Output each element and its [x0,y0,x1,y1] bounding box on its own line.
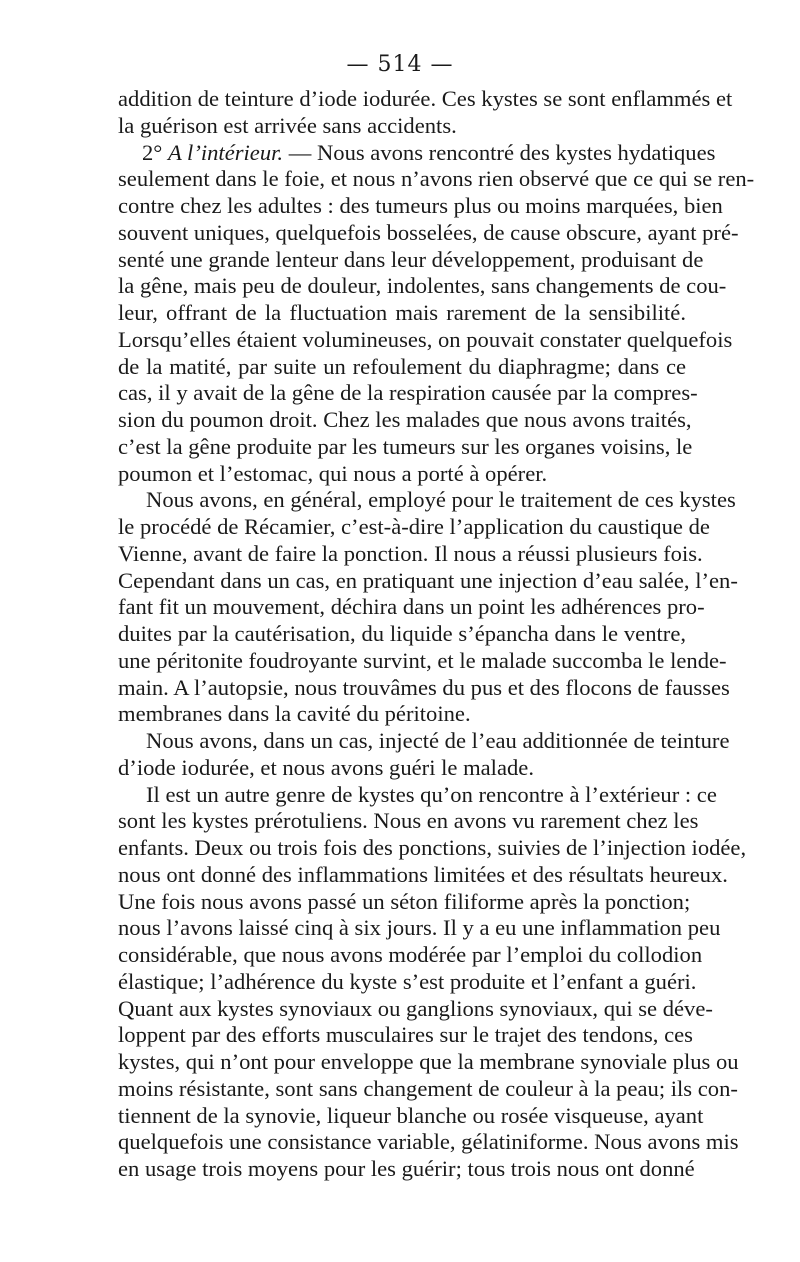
section-heading: A l’intérieur. [168,139,284,165]
text-line: kystes, qui n’ont pour enveloppe que la membrane synoviale plus ou [118,1049,739,1074]
text-line: une péritonite foudroyante survint, et le malade succomba le lende- [118,647,727,673]
text-line: main. A l’autopsie, nous trouvâmes du pus et des flocons de fausses [118,674,730,700]
text-line: Lorsqu’elles étaient volumineuses, on pouvait constater quelquefois [118,326,733,352]
text-line: nous l’avons laissé cinq à six jours. Il y a eu une inflammation peu [118,915,721,941]
text-line: contre chez les adultes : des tumeurs plus ou moins marquées, bien [118,193,723,218]
text-line: nous ont donné des inflammations limitées et des résultats heureux. [118,861,728,887]
text-line: Vienne, avant de faire la ponction. Il nous a réussi plusieurs fois. [118,540,703,566]
text-line: c’est la gêne produite par les tumeurs sur les organes voisins, le [118,433,693,459]
section-heading-line [118,139,716,167]
text-line: en usage trois moyens pour les guérir; tous trois nous ont donné [118,1156,695,1181]
text-line: enfants. Deux ou trois fois des ponctions, suivies de l’injection iodée, [118,835,747,860]
text-line: addition de teinture d’iode iodurée. Ces kystes se sont enflammés et [118,86,733,111]
text-line: loppent par des efforts musculaires sur le trajet des tendons, ces [118,1022,693,1048]
text-line: poumon et l’estomac, qui nous a porté à opérer. [118,460,548,486]
text-line-rest: — Nous avons rencontré des kystes hydatiques [288,139,716,165]
text-line: Quant aux kystes synoviaux ou ganglions synoviaux, qui se déve- [118,995,713,1021]
text-line: duites par la cautérisation, du liquide s’épancha dans le ventre, [118,621,686,646]
text-line: Cependant dans un cas, en pratiquant une injection d’eau salée, l’en- [118,567,738,593]
text-line: senté une grande lenteur dans leur développement, produisant de [118,246,704,272]
text-line: leur, offrant de la fluctuation mais rarement de la sensibilité. [118,300,686,325]
text-line: cas, il y avait de la gêne de la respiration causée par la compres- [118,380,698,406]
text-line: Une fois nous avons passé un séton filiforme après la ponction; [118,888,691,914]
text-line: d’iode iodurée, et nous avons guéri le malade. [118,754,534,780]
text-line: sion du poumon droit. Chez les malades que nous avons traités, [118,407,692,432]
body-text [118,86,755,1183]
text-line: souvent uniques, quelquefois bosselées, de cause obscure, ayant pré- [118,219,739,245]
section-number: 2° [142,139,163,165]
page-number: — 514 — [346,52,454,77]
text-line: Il est un autre genre de kystes qu’on rencontre à l’extérieur : ce [146,781,717,807]
text-line: la guérison est arrivée sans accidents. [118,112,457,138]
text-line: élastique; l’adhérence du kyste s’est produite et l’enfant a guéri. [118,968,697,994]
text-line: tiennent de la synovie, liqueur blanche ou rosée visqueuse, ayant [118,1102,704,1128]
text-line: fant fit un mouvement, déchira dans un point les adhérences pro- [118,594,705,620]
text-line: quelquefois une consistance variable, gélatiniforme. Nous avons mis [118,1129,739,1155]
text-line: de la matité, par suite un refoulement du diaphragme; dans ce [118,353,686,379]
text-line: considérable, que nous avons modérée par l’emploi du collodion [118,942,703,967]
text-line: le procédé de Récamier, c’est-à-dire l’application du caustique de [118,514,710,539]
text-line: Nous avons, dans un cas, injecté de l’eau additionnée de teinture [146,728,730,753]
text-line: sont les kystes prérotuliens. Nous en avons vu rarement chez les [118,808,699,834]
text-line: membranes dans la cavité du péritoine. [118,701,471,727]
text-line: moins résistante, sont sans changement de couleur à la peau; ils con- [118,1075,738,1101]
text-line: Nous avons, en général, employé pour le traitement de ces kystes [146,487,736,513]
text-line: seulement dans le foie, et nous n’avons rien observé que ce qui se ren- [118,166,755,192]
text-line: la gêne, mais peu de douleur, indolentes, sans changements de cou- [118,273,727,299]
